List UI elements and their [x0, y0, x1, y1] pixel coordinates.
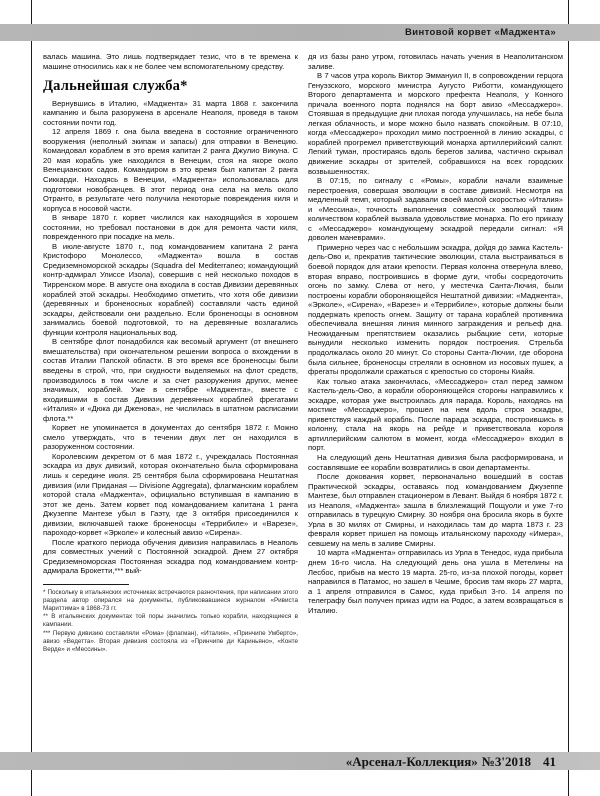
- paragraph: Королевским декретом от 6 мая 1872 г., учреждалась Постоянная эскадра из двух дивизий, которая окончательно была сформирована лишь к середине июля. 25 сентября была сформирована Нештатная дивизия (или Приданая — Divisione Aggregata), флагманским кораблем которой стала «Маджента», официально вступившая в кампанию в этот же день. Затем корвет под командованием капитана 1 ранга Джузеппе Мантезе убыл в Гаэту, где 3 октября присоединился к дивизии, включавшей также броненосцы «Террибиле» и «Варезе», пароходо-корвет «Эрколе» и колесный авизо «Сирена».: [43, 451, 298, 538]
- paragraph: В 7 часов утра король Виктор Эммануил II, в сопровождении герцога Генуэзского, морского министра Аугусто Риботти, командующего Второго департамента и морского префекта Неаполя, у Конного причала военного порта поднялся на борт авизо «Мессаджеро». Стоявшая в предыдущие дни плохая погода улучшилась, на небе была легкая облачность, и море можно было назвать спокойным. В 07:10, когда «Мессаджеро» проходил мимо построенной в линию эскадры, с кораблей прогремел приветствующий монарха артиллерийский салют. Легкий туман, простираясь вдоль берегов залива, частично скрывал движение эскадры от зрителей, собравшихся на всех городских возвышенностях.: [308, 71, 563, 176]
- page-number: 41: [543, 754, 556, 769]
- paragraph: Корвет не упоминается в документах до сентября 1872 г. Можно смело утверждать, что в течении двух лет он находился в разоруженном состоянии.: [43, 423, 298, 452]
- paragraph: В сентябре флот понадобился как весомый аргумент (от внешнего вмешательства) при окончательном решении вопроса о вхождении в состав Италии Папской области. В это время все броненосцы были введены в строй, что, при скудности выделяемых на флот средств, производилось в том числе и за счет разоружения других, менее значимых, кораблей. Уже в сентябре «Маджента», вместе с входившими в состав Дивизии деревянных кораблей фрегатами «Италия» и «Дюка ди Дженова», не числилась в штатном расписании флота.**: [43, 337, 298, 423]
- magazine-name: «Арсенал-Коллекция»: [345, 754, 478, 769]
- section-heading: Дальнейшая служба*: [43, 78, 188, 95]
- footnote-separator: [43, 584, 129, 585]
- left-column: [43, 52, 298, 654]
- page-right-rule: [568, 0, 569, 796]
- paragraph: Как только атака закончилась, «Мессаджеро» стал перед замком Кастель-дель-Ово, а корабли обороняющейся стороны направились к эскадре, которая уже выстроилась для парада. Король, находясь на мостике «Мессаджеро», прошел на нем вдоль строя эскадры, приветствуя каждый корабль. После парада эскадра, построившись в колонну, стала на якорь на рейде и приветствовала короля артиллерийским салютом в момент, когда «Мессаджеро» входил в порт.: [308, 376, 563, 453]
- paragraph: Примерно через час с небольшим эскадра, дойдя до замка Кастель-дель-Ово и, прекратив тактические эволюции, стала выстраиваться в боевой порядок для атаки крепости. Первая колонна отвернула влево, вторая вправо, построившись в форме дуги, чтобы сосредоточить огонь по замку. Слева от него, у местечка Санта-Лючия, были построены корабли обороняющейся Нештатной дивизии: «Маджента», «Эрколе», «Сирена», «Варезе» и «Террибиле», которые должны были поддержать крепость огнем. Защиту от тарана кораблей противника обеспечивала внешняя линия минного заграждения и рельеф дна. Неожиданным препятствием оказались рыбацкие сети, которые вынудили несколько изменить порядок построения. Стрельба продолжалась около 20 минут. Со стороны Санта-Лючии, где оборона была сильнее, броненосцы стреляли в основном из носовых пушек, а фрегаты продолжали сражаться с крепостью со стороны Киайя.: [308, 242, 563, 377]
- footer-text: [346, 753, 556, 770]
- footnote: ** В итальянских документах той поры значились только корабли, находящиеся в кампании.: [43, 613, 298, 629]
- paragraph: Вернувшись в Италию, «Маджента» 31 марта 1868 г. закончила кампанию и была разоружена в арсенале Неаполя, проведя в таком состоянии почти год.: [43, 98, 298, 127]
- paragraph: 10 марта «Маджента» отправилась из Урла в Тенедос, куда прибыла днем 16-го числа. На следующий день она ушла в Метелины на Лесбос, прибыв на место 19 марта. 25-го, из-за плохой погоды, корвет направился в Патамос, но зашел в Чешме, бросив там якорь 27 марта, а 1 апреля отправился в Самос, куда прибыл 3-го. 14 апреля по телеграфу был получен приказ идти на Родос, а затем возвращаться в Италию.: [308, 548, 563, 615]
- footnote: *** Первую дивизию составляли «Рома» (флагман), «Италия», «Принчипе Умберто», авизо «Ведетта». Вторая дивизия состояла из «Принчипе ди Кариньяно», «Конте Верде» и «Мессины».: [43, 629, 298, 653]
- paragraph: После докования корвет, первоначально вошедший в состав Практической эскадры, оставаясь под командованием Джузеппе Мантезе, был отправлен стационером в Левант. Выйдя 6 ноября 1872 г. из Неаполя, «Маджента» зашла в близлежащий Пощуоли и уже 7-го отправилась в турецкую Смирну. 30 ноября она бросила якорь в бухте Урла в 30 милях от Смирны, и находилась там до марта 1873 г. 23 февраля корвет пришел на помощь итальянскому пароходу «Имера», севшему на мель в заливе Смирны.: [308, 472, 563, 548]
- paragraph: На следующий день Нештатная дивизия была расформирована, и составлявшие ее корабли возвратились в свои департаменты.: [308, 452, 563, 472]
- paragraph: В 07:15, по сигналу с «Ромы», корабли начали взаимные перестроения, совершая эволюции в составе дивизий. Несмотря на медленный темп, который задавали своей малой скоростью «Италия» и «Мессина», точность выполнения совместных эволюций таким количеством кораблей вызвала удовольствие монарха. По его приказу с «Мессаджеро» командующему эскадрой передали сигнал: «Я доволен маневрами».: [308, 176, 563, 243]
- issue-number: №3'2018: [481, 754, 531, 769]
- paragraph: В январе 1870 г. корвет числился как находящийся в хорошем состоянии, но требовал постановки в док для ремонта части киля, поврежденного при посадке на мель.: [43, 213, 298, 242]
- paragraph: 12 апреля 1869 г. она была введена в состояние ограниченного вооружения (неполный экипаж и запасы) для отправки в Венецию. Командовал кораблем в это время капитан 2 ранга Джулио Викуна. С 20 мая корабль уже находился в Венеции, стоя на якоре около Венецианских садов. Командиром в это время был капитан 2 ранга Сиккарди. Находясь в Венеции, «Маджента» использовалась для подготовки новобранцев. В этот период она села на мель около Отранто, в результате чего получила некоторые повреждения киля и корпуса в носовой части.: [43, 127, 298, 213]
- paragraph-continued: валась машина. Это лишь подтверждает тезис, что в те времена к машине относились как к не более чем вспомогательному средству.: [43, 52, 298, 71]
- right-column: [308, 52, 563, 615]
- footnote-block: [43, 589, 298, 654]
- paragraph-continued: дя из базы рано утром, готовилась начать учения в Неаполитанском заливе.: [308, 52, 563, 71]
- page-left-rule: [31, 0, 32, 796]
- running-header-title: Винтовой корвет «Маджента»: [404, 27, 556, 38]
- footnote: * Поскольку в итальянских источниках встречаются разночтения, при написании этого раздела автор опирался на документы, публиковавшиеся журналом «Ривиста Мариттима» в 1868-73 гг.: [43, 588, 298, 612]
- paragraph: В июле-августе 1870 г., под командованием капитана 2 ранга Кристофоро Монолессо, «Маджента» вошла в состав Средиземноморской эскадры (Squadra del Mediterraneo; командующий контр-адмирал Улиссе Изола), совершив с ней несколько походов в Тирренском море. В августе она входила в состав Дивизии деревянных кораблей этой эскадры. Необходимо отметить, что хотя обе дивизии (деревянных и броненосных кораблей) составляли часть единой эскадры, действовали они раздельно. Если броненосцы в основном занимались боевой подготовкой, то на деревянные возлагались функции контроля национальных вод.: [43, 241, 298, 337]
- paragraph: После краткого периода обучения дивизия направилась в Неаполь для совместных учений с Постоянной эскадрой. Днем 27 октября Средиземноморская Постоянная эскадра под командованием контр-адмирала Брокетти,*** вый-: [43, 537, 298, 576]
